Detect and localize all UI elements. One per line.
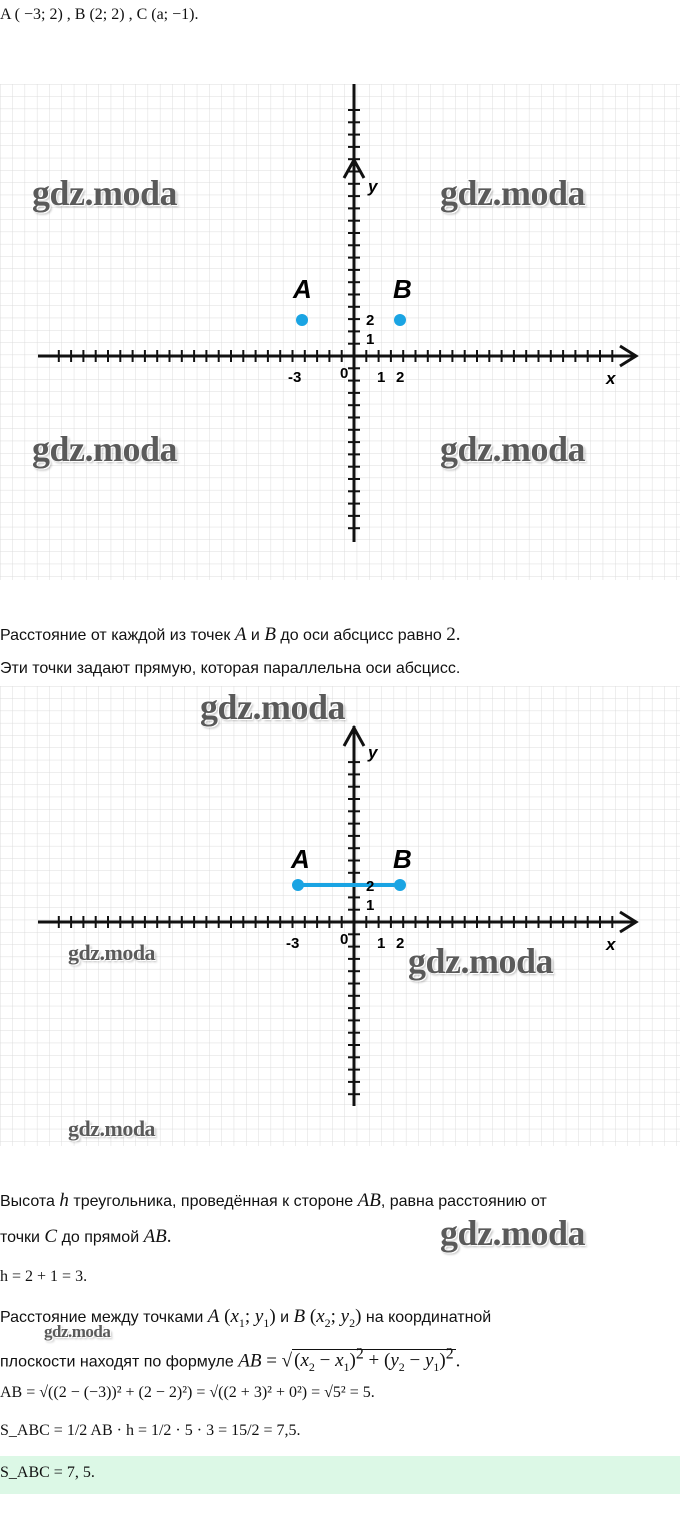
- h-formula: h = 2 + 1 = 3.: [0, 1268, 88, 1285]
- y-tick-label-2: 2: [366, 312, 375, 329]
- formula-text-2: плоскости находят по формуле AB = √ $(x_2 - x_1)^2 + (y_2 - y_1)^2$ .: [0, 1346, 461, 1375]
- point-b-label: B: [393, 844, 412, 874]
- distance-text: Расстояние от каждой из точек A и B до оси абсцисс равно 2.: [0, 624, 461, 645]
- answer-text: S_ABC = 7, 5.: [0, 1464, 95, 1481]
- x-axis-label: x: [606, 935, 616, 954]
- watermark: gdz.moda: [440, 1213, 586, 1253]
- watermark: gdz.moda: [68, 940, 156, 965]
- point-b: [394, 314, 406, 326]
- watermark: gdz.moda: [32, 429, 178, 469]
- watermark: gdz.moda: [200, 687, 346, 727]
- watermark: gdz.moda: [44, 1322, 111, 1341]
- coordinate-grid-2: [0, 686, 680, 1146]
- point-a: [292, 879, 304, 891]
- point-b: [394, 879, 406, 891]
- y-axis-label: y: [368, 743, 378, 762]
- watermark: gdz.moda: [440, 173, 586, 213]
- point-a: [296, 314, 308, 326]
- condition-text: A ( −3; 2) , B (2; 2) , C (a; −1).: [0, 6, 199, 23]
- x-axis-label: x: [606, 369, 616, 388]
- ab-calculation: AB = √((2 − (−3))² + (2 − 2)²) = √((2 + 3)² + 0²) = √5² = 5.: [0, 1384, 375, 1401]
- answer-box: [0, 1456, 680, 1494]
- point-a-label: A: [291, 844, 310, 874]
- watermark: gdz.moda: [440, 429, 586, 469]
- parallel-text: Эти точки задают прямую, которая параллельна оси абсцисс.: [0, 660, 461, 677]
- coordinate-figure-2: [0, 686, 680, 1146]
- x-tick-label-neg3: -3: [286, 935, 300, 952]
- x-tick-label-1: 1: [377, 935, 386, 952]
- x-tick-label-1: 1: [377, 369, 386, 386]
- x-tick-label-2: 2: [396, 369, 405, 386]
- watermark: gdz.moda: [68, 1116, 156, 1141]
- height-text: Высота h треугольника, проведённая к стороне AB, равна расстоянию от: [0, 1190, 547, 1211]
- point-a-label: A: [293, 274, 312, 304]
- watermark: gdz.moda: [408, 941, 554, 981]
- y-tick-label-1: 1: [366, 897, 375, 914]
- watermark: gdz.moda: [32, 173, 178, 213]
- coordinate-grid-1: [0, 84, 680, 580]
- origin-label: 0: [340, 931, 349, 948]
- y-tick-label-2: 2: [366, 878, 375, 895]
- y-axis-label: y: [368, 177, 378, 196]
- x-tick-label-2: 2: [396, 935, 405, 952]
- formula-text: Расстояние между точками A ($x_1$; $y_1$) и B ($x_2$; $y_2$) на координатной: [0, 1306, 492, 1330]
- x-tick-label-neg3: -3: [288, 369, 302, 386]
- origin-label: 0: [340, 365, 349, 382]
- height-text-2: точки C до прямой AB.: [0, 1226, 172, 1247]
- area-calculation: S_ABC = 1/2 AB · h = 1/2 · 5 · 3 = 15/2 = 7,5.: [0, 1422, 301, 1439]
- y-tick-label-1: 1: [366, 331, 375, 348]
- coordinate-figure-1: [0, 84, 680, 580]
- point-b-label: B: [393, 274, 412, 304]
